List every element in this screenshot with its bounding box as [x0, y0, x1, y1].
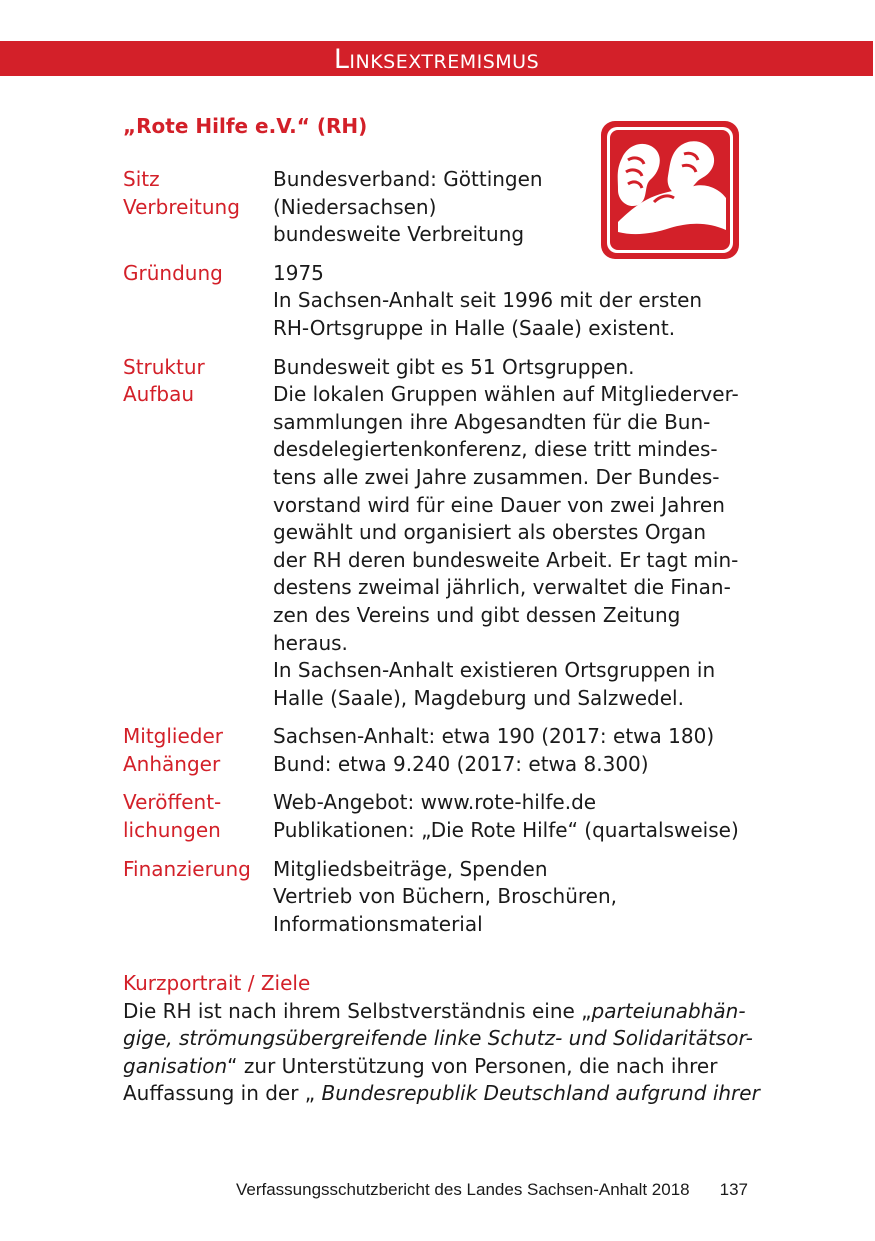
row-value: Mitgliedsbeiträge, Spenden Vertrieb von Büchern, Broschüren, Informationsmaterial	[273, 856, 618, 936]
profile-row-sitz	[123, 166, 763, 249]
row-value: Web-Angebot: www.rote-hilfe.de Publikationen: „Die Rote Hilfe“ (quartalsweise)	[273, 790, 739, 843]
kurzportrait-heading: Kurzportrait / Ziele	[123, 971, 311, 995]
body-line: ganisation“ zur Unterstützung von Personen, die nach ihrer	[123, 1053, 718, 1078]
report-title: Verfassungsschutzbericht des Landes Sachsen-Anhalt 2018	[235, 1180, 690, 1199]
row-label: Veröffent- lichungen	[123, 790, 222, 843]
section-banner	[0, 41, 873, 76]
page-footer	[0, 1180, 748, 1200]
profile-row-veroeffentlichungen	[123, 789, 763, 844]
row-label: Struktur Aufbau	[123, 354, 205, 407]
row-label: Finanzierung	[123, 856, 251, 881]
row-label: Sitz Verbreitung	[123, 167, 240, 219]
page-number: 137	[719, 1180, 748, 1199]
profile-row-finanzierung	[123, 856, 763, 939]
profile-table	[123, 166, 763, 949]
section-title: Linksextremismus	[333, 44, 540, 75]
row-label: Gründung	[123, 260, 223, 285]
organization-title: „Rote Hilfe e.V.“ (RH)	[123, 114, 368, 138]
row-label: Mitglieder Anhänger	[123, 724, 223, 776]
kurzportrait-section	[123, 970, 763, 1108]
profile-row-mitglieder	[123, 723, 763, 778]
body-line: Auffassung in der „ Bundesrepublik Deutschland aufgrund ihrer	[123, 1081, 760, 1106]
body-line: Die RH ist nach ihrem Selbstverständnis eine „parteiunabhän-	[123, 998, 746, 1023]
row-value: Bundesverband: Göttingen (Niedersachsen) bundesweite Verbreitung	[273, 167, 543, 247]
profile-row-struktur	[123, 354, 763, 713]
row-value: Sachsen-Anhalt: etwa 190 (2017: etwa 180) Bund: etwa 9.240 (2017: etwa 8.300)	[273, 724, 715, 776]
body-line: gige, strömungsübergreifende linke Schutz- und Solidaritätsor-	[123, 1026, 753, 1051]
row-value: 1975 In Sachsen-Anhalt seit 1996 mit der ersten RH-Ortsgruppe in Halle (Saale) existent.	[273, 260, 703, 340]
row-value: Bundesweit gibt es 51 Ortsgruppen. Die lokalen Gruppen wählen auf Mitgliederver- sammlungen ihre Abgesandten für die Bun- desdelegiertenkonferenz, diese tritt mindes- tens alle zwei Jahre zusammen. Der Bundes- vorstand wird für eine Dauer von zwei Jahren gewählt und organisiert als oberstes Organ der RH deren bundesweite Arbeit. Er tagt min- destens zweimal jährlich, verwaltet die Finan- zen des Vereins und gibt dessen Zeitung heraus. In Sachsen-Anhalt existieren Ortsgruppen in Halle (Saale), Magdeburg und Salzwedel.	[273, 354, 739, 710]
profile-row-gruendung	[123, 260, 763, 343]
